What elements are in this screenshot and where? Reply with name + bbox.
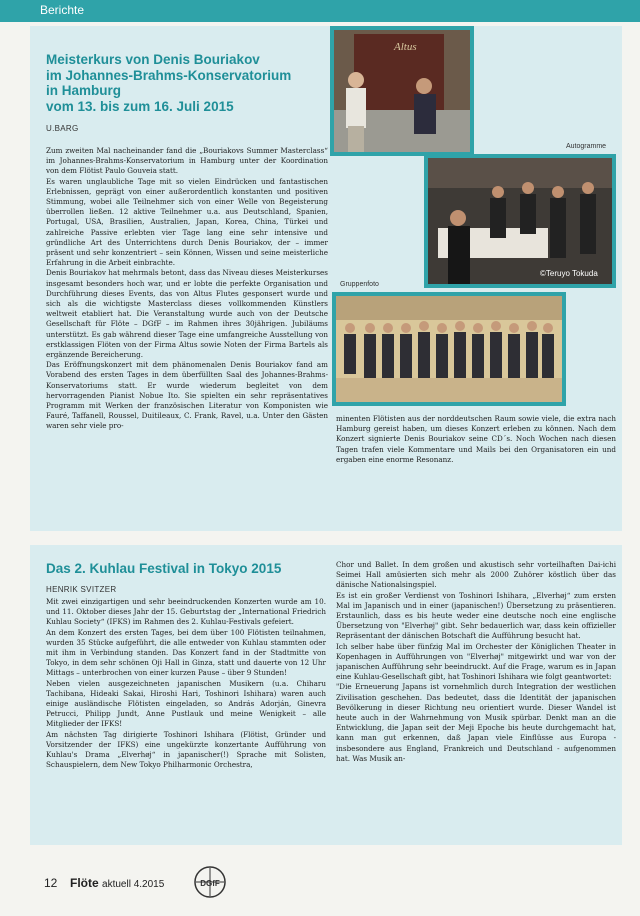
logo-text: DGfF bbox=[200, 879, 220, 888]
paragraph: minenten Flötisten aus der norddeutschen Raum sowie viele, die extra nach Hamburg gereist haben, um dieses Konzert erleben zu können. Nach dem Konzert signierte Denis Bouriakov seine CD´s. Noch Wochen nach diesen Tagen trafen viele Kommentare und Mails bei den Organisatoren ein und ergaben eine enorme Resonanz. bbox=[336, 414, 616, 464]
group-photo-image bbox=[336, 296, 562, 402]
section-header-bar bbox=[0, 0, 640, 22]
photo-masterclass-lesson bbox=[330, 26, 474, 156]
title-line: Meisterkurs von Denis Bouriakov bbox=[46, 52, 260, 67]
magazine-issue: aktuell 4.2015 bbox=[102, 879, 165, 890]
photo-autographs bbox=[424, 154, 616, 288]
article1-title bbox=[46, 52, 326, 114]
paragraph: Mit zwei einzigartigen und sehr beeindruckenden Konzerten wurde am 10. und 11. Oktober dieses Jahr der 15. Geburtstag der „International Friedrich Kuhlau Society“ (IFKS) im Rahmen des 2. Kuhlau-Festivals gefeiert. bbox=[46, 597, 326, 627]
section-title: Berichte bbox=[40, 3, 85, 17]
paragraph: Zum zweiten Mal nacheinander fand die „Bouriakovs Summer Masterclass“ im Johannes-Brahms-Konservatorium in Hamburg unter der Koordination von dem Flötist Paulo Gouveia statt. bbox=[46, 146, 328, 176]
photo-group bbox=[332, 292, 566, 406]
magazine-title: Flöte bbox=[70, 876, 99, 890]
paragraph: Es waren unglaubliche Tage mit so vielen Eindrücken und fantastischen Erlebnissen, geprägt von einer außerordentlich konstanten und positiven Stimmung, wobei alle Teilnehmer sich von einer Welle von Begeisterung überrollen ließen. 12 aktive Teilnehmer u.a. aus Deutschland, Spanien, Portugal, USA, Brasilien, Australien, Japan, Korea, China, Türkei und zahlreiche Passive erlebten vier Tage lang eine sehr intensive und gründliche Art des Unterrichtens durch Denis Bouriakov, der – immer präsent und sehr konzentriert – sein Können, Wissen und seine meisterliche Erfahrung in die Arbeit einbrachte. bbox=[46, 176, 328, 268]
magazine-name bbox=[70, 876, 164, 890]
article2-title: Das 2. Kuhlau Festival in Tokyo 2015 bbox=[46, 561, 282, 576]
title-line: in Hamburg bbox=[46, 83, 122, 98]
paragraph: Chor und Ballet. In dem großen und akustisch sehr vorteilhaften Dai-ichi Seimei Hall amüsierten sich mehr als 2000 Zuhörer köstlich über das dänische Nationalsingspiel. bbox=[336, 560, 616, 590]
paragraph: Neben vielen ausgezeichneten japanischen Musikern (u.a. Chiharu Tachibana, Hideaki Sakai, Hiroshi Hari, Toshinori Ishihara) waren auch einige ausländische Flötisten eingeladen, so András Adorján, Ginevra Petrucci, Philipp Jundt, Anne Pustlauk und meine Wenigkeit – alle Mitglieder der IFKS! bbox=[46, 678, 326, 729]
article1-author: U.BARG bbox=[46, 124, 79, 133]
lesson-photo-image bbox=[334, 30, 470, 152]
paragraph: Am nächsten Tag dirigierte Toshinori Ishihara (Flötist, Gründer und Vorsitzender der IFKS) eine ungekürzte konzertante Aufführung von Kuhlau's Drama „Elverhøj“ in japanischer(!) Sprache mit Solisten, Schauspielern, dem New Tokyo Philharmonic Orchestra, bbox=[46, 729, 326, 770]
title-line: im Johannes-Brahms-Konservatorium bbox=[46, 67, 292, 83]
dgff-logo-icon bbox=[194, 866, 226, 898]
paragraph: An dem Konzert des ersten Tages, bei dem über 100 Flötisten teilnahmen, wurden 35 Stücke aufgeführt, die alle entweder von Kuhlau stammten oder mit ihm in Verbindung standen. Das Konzert fand in der Stadtmitte von Tokyo, in dem sehr schönen Oji Hall in Ginza, statt und dauerte von 12 Uhr Mittags – unterbrochen von einer kurzen Pause – über 9 Stunden! bbox=[46, 627, 326, 678]
paragraph: Denis Bouriakov hat mehrmals betont, dass das Niveau dieses Meisterkurses insgesamt besonders hoch war, und er lobte die perfekte Organisation und Durchführung dieses Events, das von Altus Flutes gesponsert wurde und sich als die wichtigste Masterclass dieses vollkommenden Künstlers weltweit etabliert hat. Die Veranstaltung wurde auch von der Deutsche Gesellschaft für Flöte – DGfF – im Rahmen ihres 30jährigen. Jubiläums unterstützt. Es gab während dieser Tage eine umfangreiche Ausstellung von erstklassigen Flöten von der Firma Altus sowie Noten der Firma Bartels als ergänzende Bereicherung. bbox=[46, 268, 328, 360]
article2-column-2 bbox=[336, 560, 616, 841]
paragraph: Ich selber habe über fünfzig Mal im Orchester der Königlichen Theater in Kopenhagen in Aufführungen von "Elverhøj" mitgewirkt und war von der japanischen Aufführung sehr beeindruckt. Auf die Frage, warum es in Japan eine Kuhlau-Gesellschaft gibt, hat Toshinori Ishihara wie folgt geantwortet: bbox=[336, 641, 616, 682]
article2-column-1 bbox=[46, 597, 326, 841]
paragraph: Es ist ein großer Verdienst von Toshinori Ishihara, „Elverhøj“ zum ersten Mal im Japanisch und in einer (japanischen!) Übersetzung zu präsentieren. Erstaunlich, dass es bis heute weder eine deutsche noch eine englische Übersetzung von "Elverhøj" gibt. Sehr bedauerlich war, dass kein offizieller Repräsentant der dänischen Botschaft die Aufführung besucht hat. bbox=[336, 590, 616, 641]
paragraph: Das Eröffnungskonzert mit dem phänomenalen Denis Bouriakov fand am Vorabend des ersten Tages in dem überfüllten Saal des Johannes-Brahms-Konservatoriums statt. Er wurde wiederum begleitet von dem hervorragenden Pianist Nobue Ito. Sie spielten ein sehr repräsentatives Programm mit Werken der französischen Literatur von Komponisten wie Fauré, Taffanell, Roussel, Duitileaux, C. Frank, Ravel, u.a. Unter den Gästen waren sehr viele pro- bbox=[46, 360, 328, 431]
article2-author: HENRIK SVITZER bbox=[46, 585, 117, 594]
caption-autogramme: Autogramme bbox=[566, 143, 607, 150]
caption-gruppenfoto: Gruppenfoto bbox=[340, 281, 379, 288]
page-number: 12 bbox=[44, 876, 58, 890]
photo-copyright: ©Teruyo Tokuda bbox=[540, 269, 598, 278]
paragraph: "Die Erneuerung Japans ist vornehmlich durch Integration der westlichen Zivilisation geschehen. Das bedeutet, dass die Identität der japanischen Bevölkerung in dieser Richtung neu orientiert wurde. Dieser Wandel ist heute auch in der Wahrnehmung von Musik spürbar. Denkt man an die Entwicklung, die Japan seit der Meji Epoche bis heute durchgemacht hat, kann man gut erkennen, daß Japan viele Einflüsse aus Europa - insbesondere aus England, Frankreich und Deutschland - aufgenommen hat. Was Musik an- bbox=[336, 682, 616, 763]
article1-column-2 bbox=[336, 414, 616, 514]
title-line: vom 13. bis zum 16. Juli 2015 bbox=[46, 98, 234, 114]
banner-text: Altus bbox=[394, 41, 417, 53]
autograph-photo-image bbox=[428, 158, 612, 284]
article1-column-1 bbox=[46, 146, 328, 518]
